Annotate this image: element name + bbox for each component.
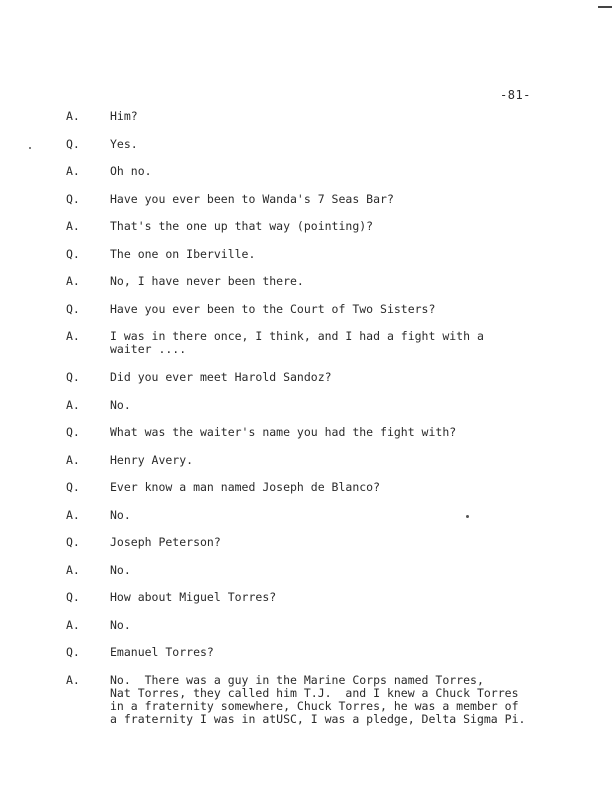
speaker-label: A. — [66, 562, 80, 577]
qa-row — [66, 138, 566, 166]
qa-row — [66, 220, 566, 248]
qa-text: Yes. — [110, 136, 138, 151]
qa-row — [66, 426, 566, 454]
qa-text: What was the waiter's name you had the fight with? — [110, 425, 457, 439]
stray-mark — [29, 147, 31, 149]
qa-text: Have you ever been to the Court of Two Sisters? — [110, 301, 436, 316]
speaker-label: A. — [66, 329, 80, 343]
qa-row — [66, 193, 566, 221]
speaker-label: A. — [66, 617, 80, 632]
transcript — [66, 110, 566, 726]
scan-edge-mark — [598, 6, 612, 8]
qa-text: Henry Avery. — [110, 452, 194, 467]
speaker-label: Q. — [66, 136, 80, 151]
qa-text: Did you ever meet Harold Sandoz? — [110, 370, 332, 384]
qa-row — [66, 399, 566, 427]
qa-row — [66, 481, 566, 509]
qa-text: The one on Iberville. — [110, 246, 256, 261]
qa-row — [66, 275, 566, 303]
qa-row — [66, 330, 566, 371]
speaker-label: A. — [66, 219, 80, 233]
qa-text: I was in there once, I think, and I had a fight with a waiter .... — [110, 329, 484, 356]
qa-row — [66, 248, 566, 276]
qa-row — [66, 371, 566, 399]
qa-row — [66, 303, 566, 331]
qa-row — [66, 564, 566, 592]
qa-row — [66, 674, 566, 726]
qa-text: Him? — [110, 109, 138, 123]
qa-text: Joseph Peterson? — [110, 535, 221, 549]
speaker-label: A. — [66, 672, 80, 687]
qa-text: No. — [110, 617, 131, 632]
speaker-label: A. — [66, 109, 80, 123]
qa-row — [66, 646, 566, 674]
speaker-label: A. — [66, 397, 80, 412]
speaker-label: Q. — [66, 425, 80, 439]
qa-text: No, I have never been there. — [110, 274, 304, 288]
speaker-label: A. — [66, 164, 80, 178]
speaker-label: Q. — [66, 370, 80, 384]
qa-row — [66, 454, 566, 482]
qa-text: No. — [110, 562, 131, 577]
speaker-label: Q. — [66, 301, 80, 316]
speaker-label: Q. — [66, 480, 80, 494]
speaker-label: A. — [66, 274, 80, 288]
page-number: -81- — [500, 88, 531, 102]
speaker-label: A. — [66, 452, 80, 467]
qa-row — [66, 509, 566, 537]
qa-row — [66, 536, 566, 564]
speaker-label: Q. — [66, 645, 80, 659]
qa-text: That's the one up that way (pointing)? — [110, 219, 374, 233]
speaker-label: Q. — [66, 246, 80, 261]
qa-text: No. — [110, 507, 131, 522]
qa-text: Have you ever been to Wanda's 7 Seas Bar? — [110, 191, 394, 206]
speaker-label: Q. — [66, 191, 80, 206]
speaker-label: A. — [66, 507, 80, 522]
qa-row — [66, 165, 566, 193]
qa-text: How about Miguel Torres? — [110, 590, 277, 604]
qa-row — [66, 619, 566, 647]
qa-row — [66, 591, 566, 619]
qa-text: Ever know a man named Joseph de Blanco? — [110, 480, 381, 494]
qa-row — [66, 110, 566, 138]
qa-text: No. There was a guy in the Marine Corps named Torres, Nat Torres, they called him T.J. and I knew a Chuck Torres in a fraternity somewhere, Chuck Torres, he was a member of a fraternity I was in atUSC, I was a pledge, Delta Sigma Pi. — [110, 672, 526, 726]
qa-text: Oh no. — [110, 164, 152, 178]
qa-text: No. — [110, 397, 131, 412]
speaker-label: Q. — [66, 535, 80, 549]
speaker-label: Q. — [66, 590, 80, 604]
qa-text: Emanuel Torres? — [110, 645, 214, 659]
